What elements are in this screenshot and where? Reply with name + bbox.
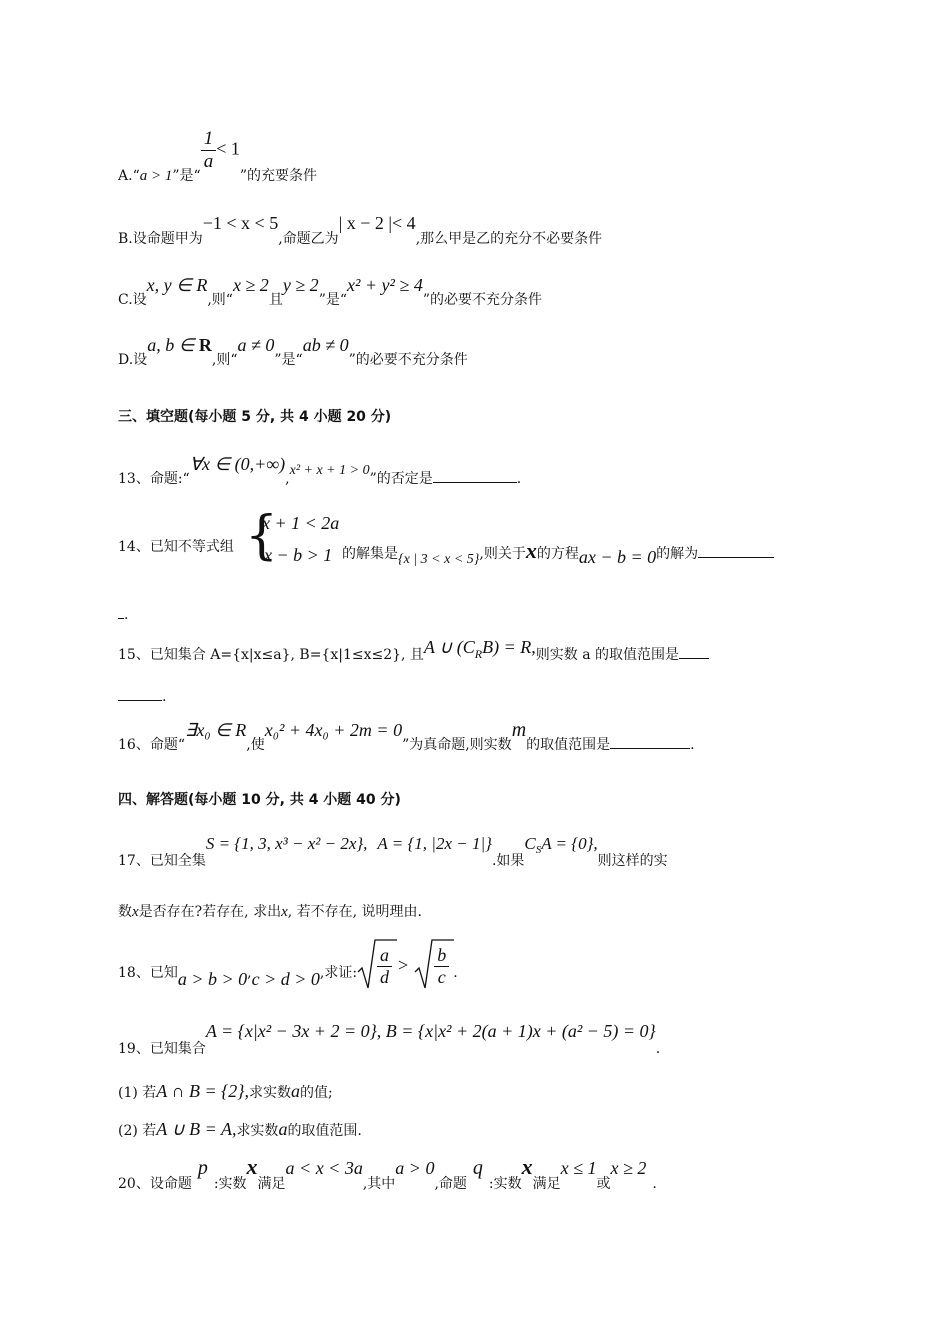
fraction-b-over-c: $\frac{b}{c}$ [434,945,449,987]
question-14-tail: . [118,604,128,622]
question-18: 18、已知a > b > 0,c > d > 0,求证: $\frac{a}{d}$ > $\frac{b}{c}$ . [118,938,458,998]
fraction-1-over-a: $\frac{1}{a}$ [201,128,217,173]
answer-blank[interactable] [679,644,709,659]
question-17: 17、已知全集S = {1, 3, x³ − x² − 2x}, A = {1, |2x − 1|}.如果$C_SA = \{0\}$,则这样的实 [118,834,668,869]
question-17-line-2: 数x是否存在?若存在, 求出x, 若不存在, 说明理由. [118,904,423,920]
option-b: B.设命题甲为−1 < x < 5,命题乙为| x − 2 |< 4,那么甲是乙的充分不必要条件 [118,213,603,247]
question-20: 20、设命题p:实数x满足a < x < 3a,其中a > 0,命题q:实数x满足x ≤ 1或x ≥ 2. [118,1154,657,1192]
question-14-rest: 的解集是{x | 3 < x < 5},则关于x的方程ax − b = 0的解为 [342,540,774,562]
system-brace: { [245,506,279,566]
question-13: 13、命题:“∀x ∈ (0,+∞),x² + x + 1 > 0”的否定是 . [118,454,522,487]
answer-blank[interactable] [433,468,517,483]
answer-blank-continued[interactable] [118,686,162,701]
system-row-1: x + 1 < 2a [262,513,340,533]
question-19-part-2: (2) 若A ∪ B = A,求实数a的取值范围. [118,1119,362,1139]
question-19-part-1: (1) 若A ∩ B = {2},求实数a的值; [118,1081,333,1101]
question-15: 15、已知集合 A={x|x≤a}, B={x|1≤x≤2}, 且A ∪ (CRB) = R,则实数 a 的取值范围是 [118,638,709,656]
answer-blank[interactable] [610,734,690,749]
fraction-a-over-d: $\frac{a}{d}$ [377,945,392,987]
option-a: A.“a > 1”是“ $\frac{1}{a}$ < 1”的充要条件 [118,128,318,185]
system-row-2: x − b > 1 [264,545,333,565]
question-19: 19、已知集合A = {x|x² − 3x + 2 = 0}, B = {x|x² + 2(a + 1)x + (a² − 5) = 0}. [118,1021,661,1057]
question-14: 14、已知不等式组 [118,539,234,555]
section-3-heading: 三、填空题(每小题 5 分, 共 4 小题 20 分) [118,409,392,425]
question-16: 16、命题“∃x₀ ∈ R,使x₀² + 4x₀ + 2m = 0”为真命题,则实数m的取值范围是 . [118,719,695,753]
option-d: D.设a, b ∈ R,则“a ≠ 0”是“ab ≠ 0”的必要不充分条件 [118,335,468,368]
section-4-heading: 四、解答题(每小题 10 分, 共 4 小题 40 分) [118,792,401,808]
option-c: C.设x, y ∈ R,则“x ≥ 2且y ≥ 2”是“x² + y² ≥ 4”的必要不充分条件 [118,275,542,308]
answer-blank[interactable] [698,543,774,558]
question-15-tail: . [118,686,166,704]
